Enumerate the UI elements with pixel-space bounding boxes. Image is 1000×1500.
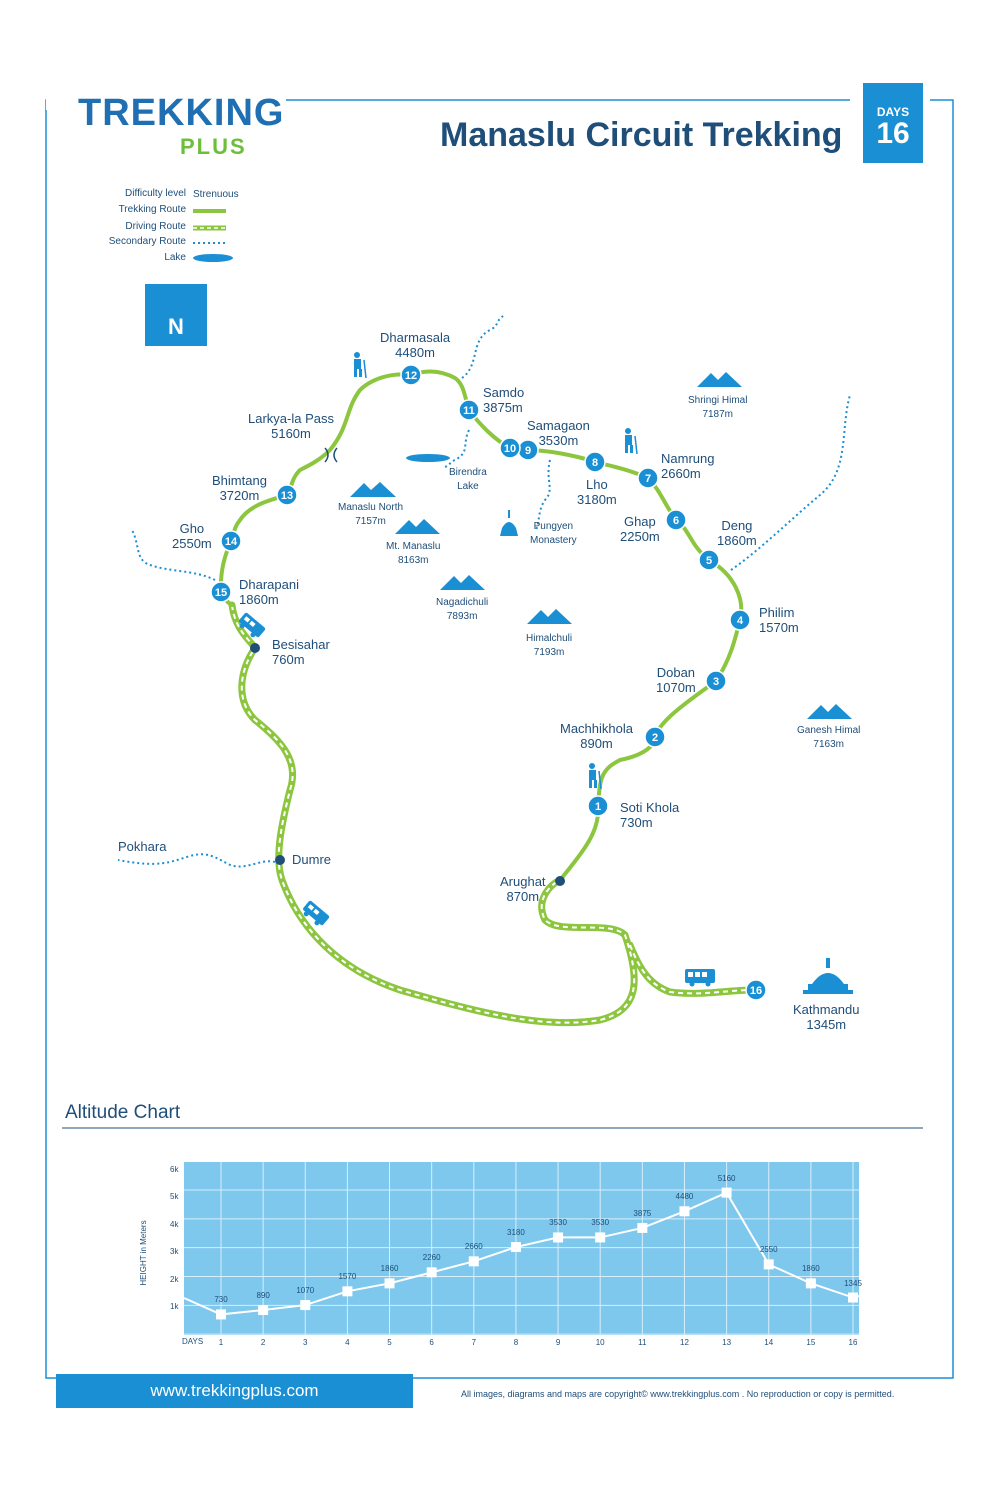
logo-plus: PLUS [180, 134, 247, 159]
altitude-point [679, 1206, 689, 1216]
stop-label-12: Dharmasala 4480m [380, 330, 451, 360]
peak-nagadichuli: Nagadichuli 7893m [436, 597, 489, 622]
stop-marker-12 [401, 365, 421, 385]
x-tick-label: 13 [722, 1338, 732, 1347]
stop-label-15: Dharapani 1860m [239, 577, 299, 607]
altitude-point [342, 1286, 352, 1296]
place-larkya-pass: Larkya-la Pass 5160m [248, 411, 334, 441]
altitude-point [258, 1305, 268, 1315]
legend-difficulty-value: Strenuous [193, 189, 239, 200]
y-tick-label: 6k [170, 1164, 179, 1174]
svg-text:4: 4 [736, 615, 744, 627]
place-pokhara: Pokhara [118, 839, 167, 854]
x-tick-label: 9 [555, 1338, 561, 1347]
place-besisahar: Besisahar 760m [272, 637, 330, 667]
altitude-value-label: 730 [214, 1295, 228, 1305]
stop-marker-3 [706, 671, 726, 691]
copyright-notice: All images, diagrams and maps are copyright© www.trekkingplus.com . No reproduction or copy is permitted. [461, 1389, 895, 1399]
x-tick-label: 15 [806, 1338, 816, 1347]
altitude-value-label: 1070 [296, 1286, 315, 1296]
place-birendra-lake: Birendra Lake [449, 467, 487, 492]
altitude-point [806, 1278, 816, 1288]
y-tick-label: 2k [170, 1274, 179, 1284]
stop-marker-14 [221, 531, 241, 551]
altitude-point [553, 1232, 563, 1242]
x-tick-label: 14 [764, 1338, 774, 1347]
x-tick-label: 3 [303, 1338, 308, 1347]
birendra-lake-shape [406, 454, 450, 462]
stop-marker-15 [211, 582, 231, 602]
legend-lake: Lake [164, 252, 186, 263]
y-tick-label: 5k [170, 1192, 179, 1201]
stop-marker-6 [666, 510, 686, 530]
svg-text:2: 2 [651, 732, 659, 744]
legend-driving: Driving Route [125, 221, 186, 232]
chart-title: Altitude Chart [65, 1102, 181, 1123]
peak-mt-manaslu: Mt. Manaslu 8163m [386, 541, 441, 566]
stop-label-8: Lho 3180m [577, 477, 617, 507]
y-tick-label: 3k [170, 1247, 179, 1256]
peak-himalchuli: Himalchuli 7193m [526, 633, 573, 658]
altitude-value-label: 2550 [759, 1245, 778, 1255]
stop-label-1: Soti Khola 730m [620, 800, 680, 830]
altitude-value-label: 2260 [422, 1253, 441, 1263]
stop-label-16: Kathmandu 1345m [793, 1002, 860, 1032]
altitude-value-label: 5160 [717, 1173, 736, 1183]
stop-marker-7 [638, 468, 658, 488]
svg-text:3: 3 [712, 676, 720, 688]
stop-label-9: Samagaon 3530m [527, 418, 590, 448]
page-title: Manaslu Circuit Trekking [440, 116, 843, 154]
x-tick-label: 10 [595, 1338, 605, 1347]
altitude-point [511, 1242, 521, 1252]
x-tick-label: 8 [513, 1338, 519, 1347]
north-label: N [168, 314, 184, 339]
altitude-point [300, 1300, 310, 1310]
x-tick-label: 6 [429, 1338, 434, 1347]
altitude-value-label: 2660 [464, 1242, 483, 1252]
altitude-value-label: 4480 [675, 1192, 694, 1202]
altitude-point [722, 1188, 732, 1198]
days-value: 16 [876, 117, 910, 150]
svg-text:5: 5 [705, 555, 713, 567]
altitude-point [595, 1232, 605, 1242]
stop-marker-1 [588, 796, 608, 816]
stop-label-7: Namrung 2660m [661, 451, 715, 481]
stop-marker-16 [746, 980, 766, 1000]
days-badge [863, 83, 923, 163]
stop-marker-8 [585, 452, 605, 472]
y-tick-label: 4k [170, 1219, 179, 1229]
stop-marker-11 [459, 400, 479, 420]
place-dumre: Dumre [292, 852, 332, 867]
altitude-value-label: 3180 [507, 1228, 525, 1238]
x-tick-label: 5 [387, 1338, 392, 1347]
stop-label-6: Ghap 2250m [620, 514, 660, 544]
altitude-value-label: 1570 [338, 1272, 357, 1282]
altitude-point [427, 1267, 437, 1277]
legend-difficulty-label: Difficulty level [125, 188, 186, 199]
legend-trekking: Trekking Route [118, 204, 186, 215]
x-tick-label: 12 [680, 1338, 689, 1347]
stop-label-11: Samdo 3875m [483, 385, 525, 415]
altitude-point [764, 1259, 774, 1269]
svg-text:12: 12 [404, 370, 418, 382]
legend-symbols [193, 211, 233, 262]
days-label: DAYS [876, 105, 910, 119]
y-tick-label: 1k [170, 1302, 179, 1311]
x-tick-label: 7 [471, 1338, 477, 1347]
altitude-value-label: 1860 [380, 1264, 399, 1274]
kathmandu-stupa-icon [803, 958, 853, 994]
altitude-value-label: 3530 [549, 1218, 567, 1228]
x-tick-label: 2 [260, 1338, 266, 1347]
svg-text:10: 10 [503, 443, 517, 455]
svg-text:16: 16 [749, 985, 763, 997]
altitude-value-label: 1860 [801, 1264, 820, 1274]
place-arughat: Arughat 870m [500, 874, 546, 904]
altitude-point [637, 1223, 647, 1233]
logo-wordmark: TREKKING [78, 92, 285, 134]
stop-marker-2 [645, 727, 665, 747]
junction-dots [250, 643, 565, 886]
svg-text:1: 1 [594, 801, 602, 813]
svg-text:13: 13 [280, 490, 294, 502]
peak-ganesh-himal: Ganesh Himal 7163m [797, 725, 861, 750]
north-indicator [145, 284, 207, 346]
svg-text:7: 7 [644, 473, 652, 485]
altitude-value-label: 3875 [633, 1208, 652, 1218]
altitude-value-label: 1345 [844, 1278, 862, 1288]
svg-text:8: 8 [591, 457, 599, 469]
x-tick-label: 11 [638, 1338, 647, 1347]
altitude-value-label: 3530 [591, 1218, 610, 1228]
svg-text:11: 11 [463, 405, 475, 417]
stop-label-4: Philim 1570m [759, 605, 799, 635]
altitude-point [216, 1309, 226, 1319]
stupa-icon [500, 510, 518, 536]
stop-label-2: Machhikhola 890m [560, 721, 633, 751]
website-link[interactable]: www.trekkingplus.com [56, 1374, 413, 1408]
stop-marker-5 [699, 550, 719, 570]
stop-marker-10 [500, 438, 520, 458]
y-axis-title: HEIGHT in Meters [139, 1220, 148, 1286]
x-axis-title: DAYS [182, 1337, 204, 1346]
svg-text:15: 15 [214, 587, 228, 599]
stop-label-13: Bhimtang 3720m [212, 473, 267, 503]
x-tick-label: 4 [345, 1338, 350, 1347]
svg-text:14: 14 [224, 536, 238, 548]
altitude-point [385, 1278, 395, 1288]
altitude-point [848, 1293, 858, 1303]
peak-shringi-himal: Shringi Himal 7187m [688, 395, 748, 420]
x-tick-label: 16 [848, 1338, 858, 1347]
stop-marker-13 [277, 485, 297, 505]
altitude-value-label: 890 [256, 1291, 270, 1301]
legend-secondary: Secondary Route [108, 236, 186, 247]
svg-text:6: 6 [672, 515, 680, 527]
x-tick-label: 1 [218, 1338, 224, 1347]
stop-label-5: Deng 1860m [717, 518, 757, 548]
altitude-point [469, 1256, 479, 1266]
peak-manaslu-north: Manaslu North 7157m [338, 502, 404, 527]
place-pungyen-monastery: Pungyen Monastery [530, 521, 577, 546]
stop-label-3: Doban 1070m [656, 665, 696, 695]
stop-marker-4 [730, 610, 750, 630]
svg-text:9: 9 [524, 445, 532, 457]
stop-label-14: Gho 2550m [172, 521, 212, 551]
